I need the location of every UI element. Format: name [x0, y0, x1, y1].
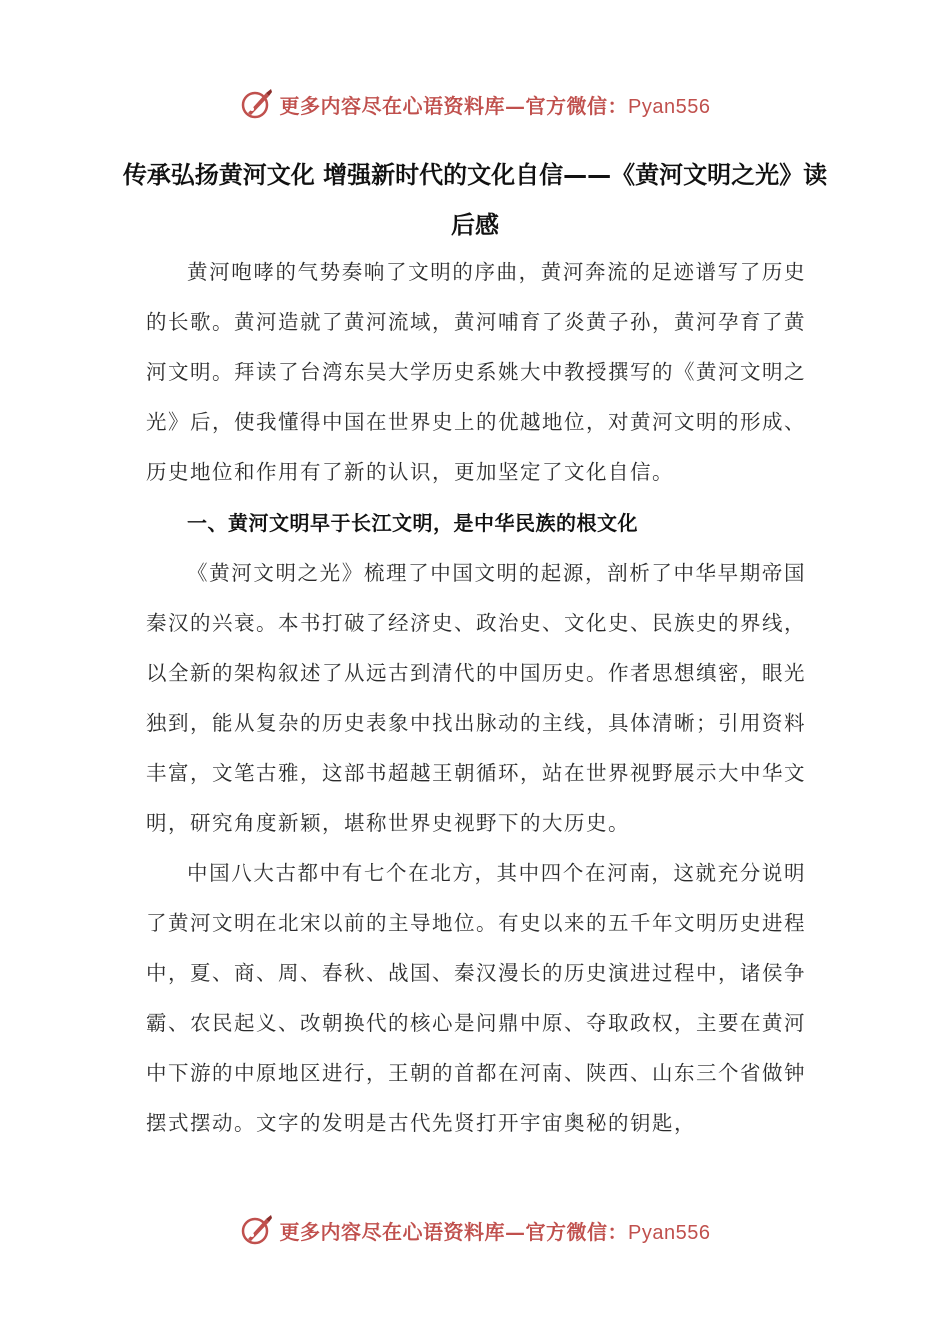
paragraph-intro: 黄河咆哮的气势奏响了文明的序曲，黄河奔流的足迹谱写了历史的长歌。黄河造就了黄河流域，黄河哺育了炎黄子孙，黄河孕育了黄河文明。拜读了台湾东吴大学历史系姚大中教授撰写的《黄河文明之光》后，使我懂得中国在世界史上的优越地位，对黄河文明的形成、历史地位和作用有了新的认识，更加坚定了文化自信。	[146, 260, 806, 484]
banner-text: 更多内容尽在心语资料库—官方微信：Pyan556	[279, 1219, 711, 1244]
banner-text: 更多内容尽在心语资料库—官方微信：Pyan556	[279, 93, 711, 118]
section-heading: 一、黄河文明早于长江文明，是中华民族的根文化	[187, 511, 638, 535]
paragraph-ancient-capitals: 中国八大古都中有七个在北方，其中四个在河南，这就充分说明了黄河文明在北宋以前的主导地位。有史以来的五千年文明历史进程中，夏、商、周、春秋、战国、秦汉漫长的历史演进过程中，诸侯争霸、农民起义、改朝换代的核心是问鼎中原、夺取政权，主要在黄河中下游的中原地区进行，王朝的首都在河南、陕西、山东三个省做钟摆式摆动。文字的发明是古代先贤打开宇宙奥秘的钥匙，	[146, 861, 806, 1135]
quill-pen-logo-icon	[240, 87, 274, 121]
quill-pen-logo-icon	[240, 1213, 274, 1247]
paragraph-book-summary: 《黄河文明之光》梳理了中国文明的起源，剖析了中华早期帝国秦汉的兴衰。本书打破了经济史、政治史、文化史、民族史的界线，以全新的架构叙述了从远古到清代的中国历史。作者思想缜密，眼光独到，能从复杂的历史表象中找出脉动的主线，具体清晰；引用资料丰富，文笔古雅，这部书超越王朝循环，站在世界视野展示大中华文明，研究角度新颖，堪称世界史视野下的大历史。	[146, 561, 806, 835]
footer-watermark-banner	[0, 1210, 950, 1250]
document-title: 传承弘扬黄河文化 增强新时代的文化自信——《黄河文明之光》读后感	[122, 161, 828, 239]
header-watermark-banner	[0, 84, 950, 124]
